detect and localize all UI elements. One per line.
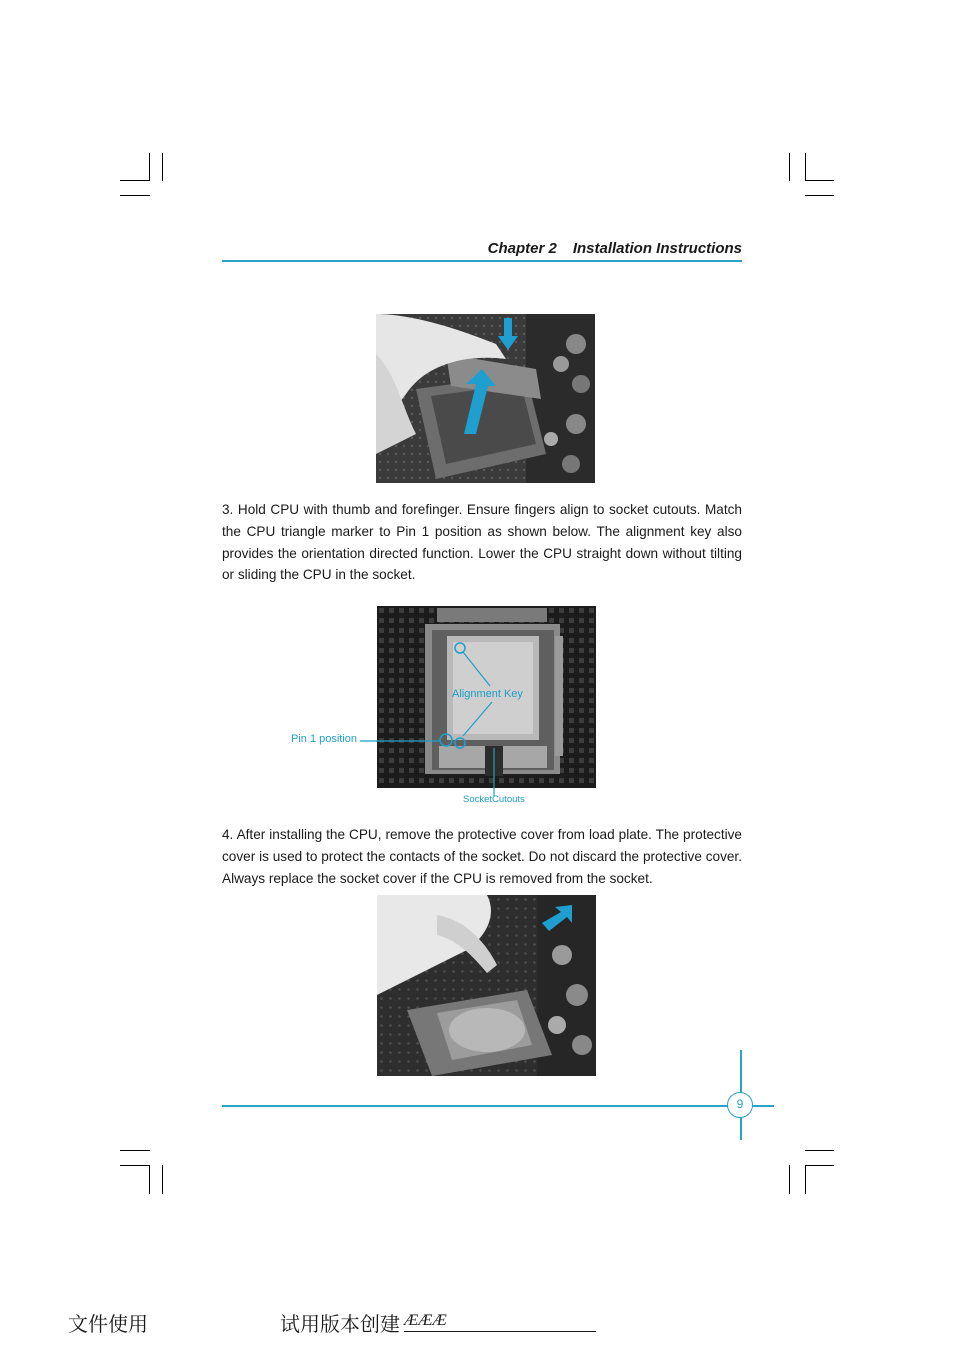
chapter-title: Installation Instructions [572,240,742,257]
crop-mark [805,153,806,181]
alignment-key-label: Alignment Key [452,688,523,700]
photo-open-load-plate [376,314,595,483]
crop-mark [805,1165,834,1166]
photo-open-load-plate-drawing [376,314,595,483]
crop-mark [149,1165,150,1194]
crop-mark [120,195,150,196]
step-4-text: 4. After installing the CPU, remove the protective cover from load plate. The protective cover is used to protect the contacts of the socket. Do not discard the protective cover. Always replace the socket cover if the CPU is removed from the socket. [222,827,742,886]
crop-mark [162,153,163,181]
header-rule [222,260,742,262]
callout-lines [280,600,600,810]
footer-underline [404,1331,596,1332]
footer-left-text: 文件使用 [68,1312,148,1336]
crop-mark [805,1165,806,1194]
photo-remove-cover [377,895,596,1076]
pin1-position-label: Pin 1 position [291,733,358,745]
crop-mark [805,195,834,196]
crop-mark [789,153,790,181]
crop-mark [149,153,150,181]
footer-middle-text: 试用版本创建 [280,1312,400,1336]
crop-mark [120,1165,150,1166]
chapter-label: Chapter 2 [487,240,557,257]
crop-mark [805,180,834,181]
page-header [222,240,742,257]
crop-mark [162,1165,163,1194]
footer-suffix-text: ÆÆÆ [404,1312,447,1329]
page-number: 9 [727,1092,753,1118]
footer-rule [222,1105,774,1107]
step-3-text: 3. Hold CPU with thumb and forefinger. Ensure fingers align to socket cutouts. Match the CPU triangle marker to Pin 1 position as shown below. The alignment key also provides the orientation directed function. Lower the CPU straight down without tilting or sliding the CPU in the socket. [222,502,742,583]
socket-cutouts-label: SocketCutouts [463,794,525,805]
crop-mark [805,1150,834,1151]
crop-mark [120,180,150,181]
photo-remove-cover-drawing [377,895,596,1076]
crop-mark [120,1150,150,1151]
crop-mark [789,1165,790,1194]
